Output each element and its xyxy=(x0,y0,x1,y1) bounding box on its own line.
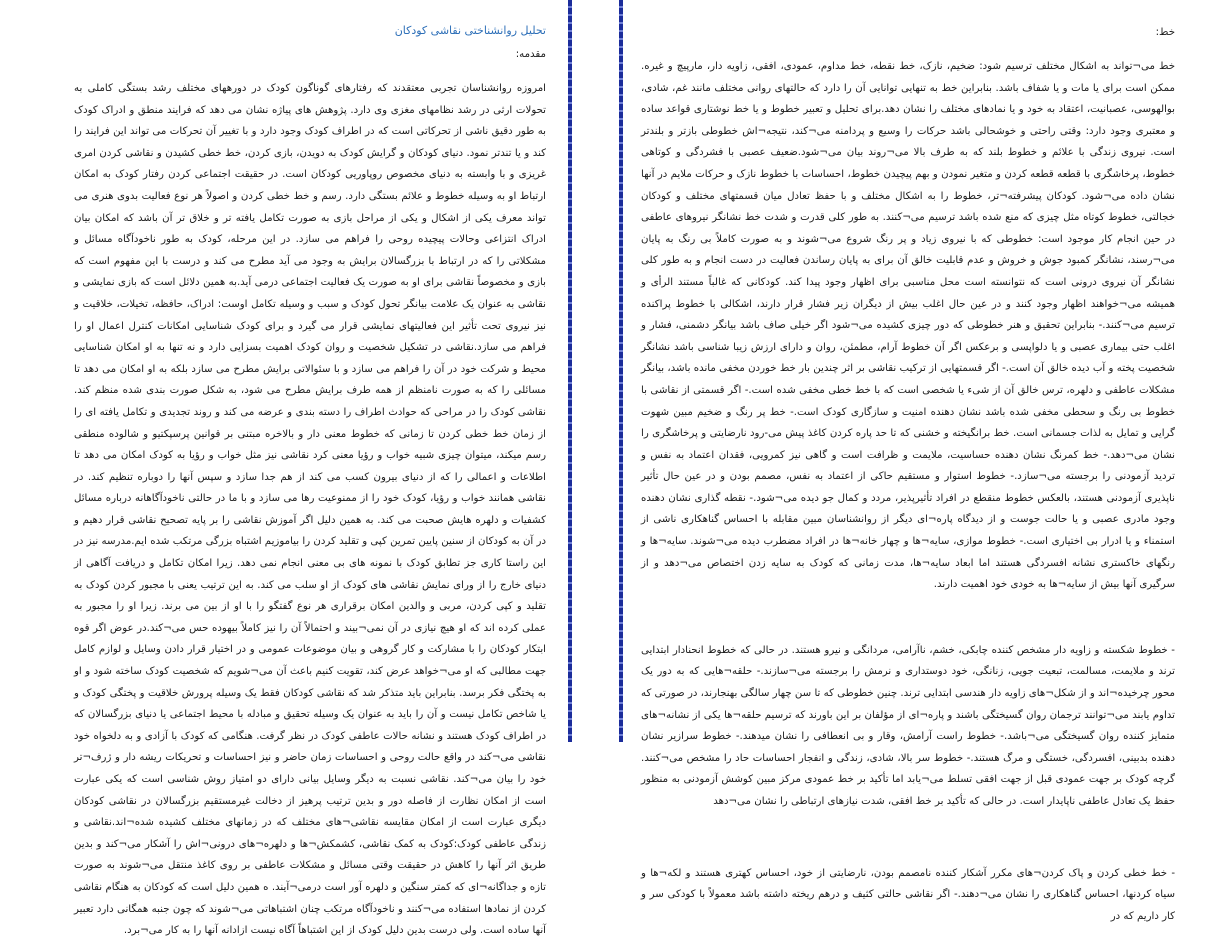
document-title: تحلیل روانشناختی نقاشی کودکان xyxy=(394,24,546,37)
paragraph: امروزه روانشناسان تجربی معتقدند که رفتارهای گوناگون کودک در دورههای مختلف رشد بستگی کاملی به تحولات ارثی در رشد نظامهای مغزی وی دارد. پژوهش های پیاژه نشان می دهد که فرایند منطق و ادراک کودک به طور دقیق ناشی از تحرکاتی است که در اطراف کودک وجود دارد و با تغییر آن تحرکات می تواند این فرایند را کند و یا تندتر نمود. دنیای کودکان و گرایش کودک به دویدن، بازی کردن، خط خطی کشیدن و نقاشی کردن امری غریزی و با وابسته به دنیای مخصوص روپاوریی کودکان است. در حقیقت اجتماعی کردن رفتار کودک به امکان ارتباط او به وسیله خطوط و علائم بستگی دارد. رسم و خط خطی کردن و اصولاً هر نوع فعالیت بدوی هنری می تواند معرف یکی از اشکال و یکی از مراحل بازی به صورت تکامل یافته تر و خلاق تر آن باشد که امکان بیان ادراک انتزاعی وحالات پیچیده روحی را فراهم می سازد. در این مرحله، کودک به طور ناخودآگاه مسائل و مشکلاتی را که در ارتباط با بزرگسالان برایش به وجود می آید مطرح می کند و درست با این مفهوم است که بازی و مخصوصاً نقاشی برای او به صورت یک فعالیت اجتماعی درمی آید.به همین دلائل است که بازی نمایشی و نقاشی به عنوان یک علامت بیانگر تحول کودک و سبب و وسیله تکامل اوست: ادراک، حافظه، تخیلات، خلاقیت و نیز نیروی تحت تأثیر این فعالیتهای نمایشی قرار می گیرد و برای کودک شناسایی امکانات کنترل اعمال او را فراهم می سازد.نقاشی در تشکیل شخصیت و روان کودک اهمیت بسزایی دارد و نه تنها به او امکان شناسایی محیط و شرکت خود در آن را فراهم می سازد و با سئوالاتی برایش مطرح می سازد بلکه به او امکان می دهد تا مسائلی را که به صورت نامنظم از همه طرف برایش مطرح می شود، به شکل صورت بندی شده منظم کند. نقاشی کودک را در مراحی که حوادث اطراف را دسته بندی و عرضه می کند و روند تجدیدی و تکامل یافته ای را از زمان خط خطی کردن تا زمانی که خطوط معنی دار و بالاخره مبتنی بر قوانین پرسپکتیو و شالوده منطقی رسم میکند، میتوان چیزی شبیه خواب و رؤیا معنی کرد نقاشی نیز مثل خواب و رؤیا به کودک امکان می دهد تا اطلاعات و اعمالی را که از دنیای بیرون کسب می کند از هم جدا سازد و سپس آنها را دوباره تنظیم کند. در نقاشی همانند خواب و رؤیا، کودک خود را از ممنوعیت رها می سازد و با ما در حالتی ناخودآگاهانه درباره مسائل کشفیات و دلهره هایش صحبت می کند. به همین دلیل اگر آموزش نقاشی را بر پایه تصحیح نقاشی قرار دهیم و در آن به کودکان از سنین پایین تمرین کپی و تقلید کردن را بیاموزیم اشتباه بزرگی مرتکب شده ایم.مدرسه نیز در این راستا کاری جز تطابق کودک با نمونه های بی معنی انجام نمی دهد. زیرا امکان تکامل و دریافت آگاهی از دنیای خارج را از ورای نمایش نقاشی های کودک از او سلب می کند. به این ترتیب یعنی با مجبور کردن کودک به تقلید و کپی کردن، مربی و والدین امکان برقراری هر نوع گفتگو را با او از بین می برند. زیرا او را مجبور به عملی کرده اند که او هیچ نیازی در آن نمی¬بیند و احتمالاً آن را نیز کاملاً بیهوده حس می¬کند.در عوض اگر قوه ابتکار کودکان را با مشارکت و کار گروهی و بیان موضوعات عمومی و در اختیار قرار دادن وسایل و لوازم کامل جهت مطالبی که او می¬خواهد عرض کند، تقویت کنیم باعث آن می¬شویم که شخصیت کودک ساخته شود و او به پختگی فکر برسد. بنابراین باید متذکر شد که نقاشی کودکان فقط یک وسیله پرورش خلاقیت و پختگی کودک و یا شاخص تکامل نیست و آن را باید به عنوان یک وسیله تحقیق و مبادله با محیط اجتماعی یا دنیای بزرگسالان که در اطراف کودک هستند و نشانه حالات عاطفی کودک در نظر گرفت. هنگامی که کودک با آزادی و به دلخواه خود نقاشی می¬کند در واقع حالت روحی و احساسات زمان حاضر و نیز احساسات و تحریکات ریشه دار و ژرف¬تر خود را بیان می¬کند. نقاشی نسبت به دیگر وسایل بیانی دارای دو امتیاز روش شناسی است که یکی عبارت است از امکان نظارت از فاصله دور و بدین ترتیب پرهیز از دخالت غیرمستقیم بزرگسالان در نقاشی کودکان دیگری عبارت است از امکان مقایسه نقاشی¬های مختلف که در زمانهای مختلف کشیده شده¬اند.نقاشی و زندگی عاطفی کودک:کودک به کمک نقاشی، کشمکش¬ها و دلهره¬های درونی¬اش را آشکار می¬کند و بدین طریق اثر آنها را کاهش در حقیقت وقتی مسائل و مشکلات عاطفی بر روی کاغذ منتقل می¬شوند به صورت تازه و جداگانه¬ای که کمتر سنگین و دلهره آور است درمی¬آیند. ه همین دلیل است که کودکان به هنگام نقاشی کردن از نمادها استفاده می¬کنند و ناخودآگاه مرتکب چنان اشتباهاتی می¬شوند که چون جنبه همگانی دارد تعبیر آنها ساده است. ولی درست بدین دلیل کودک از این اشتباهاً آگاه نیست ازادانه آنها را به کار می¬برد. xyxy=(74,83,546,937)
paragraph: خط می¬تواند به اشکال مختلف ترسیم شود: ضخیم، نازک، خط نقطه، خط مداوم، عمودی، افقی، زاویه دار، مارپیچ و غیره. ممکن است برای یا مات و یا شفاف باشد. بنابراین خط به تنهایی توانایی آن را دارد که حالتهای روانی مختلف مانند غم، شادی، بوالهوسی، عصبانیت، اعتقاد به خود و یا نمادهای مختلف را نشان دهد.برای تحلیل و تعبیر خطوط و یا خط نوشتاری قواعد ساده و معتبری وجود دارد: وقتی راحتی و خوشحالی باشد حرکات را وسیع و پردامنه می¬کند، نتیجه¬اش خطوطی بازتر و بلندتر است. نیروی زندگی با علائم و خطوط بلند که به طرف بالا می¬روند بیان می¬شود.ضعیف عصبی با فشردگی و کوتاهی خطوط، پرخاشگری با قطعه قطعه کردن و متغیر نمودن و بهم پیچیدن خطوط، احساسات با خطوط نازک و حرکات ملایم در آنها نشان داده می¬شود. کودکان پیشرفته¬تر، خطوط را به اشکال مختلف و با حفظ تعادل میان قسمتهای مختلف و کودکان خجالتی، خطوط کوتاه مثل چیزی که منع شده باشد ترسیم می¬کنند. به طور کلی قدرت و شدت خط نشانگر نیروهای عاطفی در حین انجام کار موجود است: خطوطی که با نیروی زیاد و پر رنگ شروع می¬شوند و به صورت کاملاً بی رنگ به پایان می¬رسند، نشانگر کمبود جوش و خروش و عدم قابلیت خالق آن برای به پایان رساندن فعالیت در دست انجام و به طور کلی نشانگر آن نیروی درونی است که نتوانسته است محل مناسبی برای اظهار وجود پیدا کند. کودکانی که غالباً مستند الرأی و همیشه می¬خواهند اظهار وجود کنند و در عین حال اغلب بیش از دیگران زیر فشار قرار دارند، اشکالی با خطوط پراکنده ترسیم می¬کنند.- بنابراین تحقیق و هنر خطوطی که دور چیزی کشیده می¬شود اگر خیلی صاف باشد بیانگر دشمنی، فشار و اغلب حتی بیماری عصبی و یا دلواپسی و برعکس اگر آن خطوط آرام، مطمئن، روان و دارای ارزش زیبا شناسی باشد نشانگر شخصیت پخته و آب دیده خالق آن است.- اگر قسمتهایی از ترکیب نقاشی بر اثر چندین بار خط خوردن مخفی مانده باشد، بیانگر مشکلات عاطفی و دلهره، ترس خالق آن از شیء یا شخصی است که با خط خطی مخفی شده است.- اگر قسمتی از نقاشی با خطوط بی رنگ و سحطی مخفی شده باشد نشان دهنده امنیت و سازگاری کودک است.- خط پر رنگ و ضخیم مبین شهوت گرایی و تمایل به لذات جسمانی است. خط برانگیخته و خشنی که تا حد پاره کردن کاغذ پیش می-رود نارضایتی و پرخاشگری را نشان می¬دهد.- خط کمرنگ نشان دهنده حساسیت، ملایمت و ظرافت است و گاهی نیز کمرویی، فقدان اعتماد به نفس و تردید آزمودنی را برجسته می¬سازد.- خطوط استوار و مستقیم حاکی از اعتماد به نفس، مصمم بودن و در عین حال تأثیر ناپذیری آزمودنی هستند، بالعکس خطوط منقطع در افراد تأثیرپذیر، مردد و کمال جو دیده می¬شود.- نقطه گذاری نشان دهنده وجود مادری عصبی و یا حالت جوست و از دیدگاه پاره¬ای دیگر از روانشناسان مبین مقابله با احساس گناهکاری ناشی از استمناء و یا ادرار بی اختیاری است.- خطوط موازی، سایه¬ها و چهار خانه¬ها در افراد مضطرب دیده می¬شوند. سایه¬ها و رنگهای خاکستری نشانه افسردگی هستند اما ابعاد سایه¬ها، مدت زمانی که کودک به سایه زدن اختصاص می¬دهد و از سرگیری آنها بیش از سایه¬ها به خودی خود اهمیت دارند. xyxy=(641,61,1175,591)
page-border-left xyxy=(619,0,623,742)
document-page-left xyxy=(0,0,586,937)
paragraph: - خط خطی کردن و پاک کردن¬های مکرر آشکار کننده نامصمم بودن، نارضایتی از خود، احساس کهتری هستند و لکه¬ها و سیاه کردنها، احساس گناهکاری را نشان می¬دهند.- اگر نقاشی حالتی کثیف و درهم ریخته داشته باشد معمولاً با کودکی سر و کار داریم که در xyxy=(641,867,1175,922)
paragraph: - خطوط شکسته و زاویه دار مشخص کننده چابکی، خشم، ناآرامی، مردانگی و نیرو هستند. در حالی که خطوط انحنادار ابتدایی ترند و ملایمت، مسالمت، تبعیت جویی، زنانگی، خود دوستداری و نرمش را برجسته می¬سازند.- حلقه¬هایی که به دور یک محور چرخیده¬اند و از شکل¬های زاویه دار هندسی ابتدایی ترند. چنین خطوطی که تا سن چهار سالگی بهنجارند، در صورتی که تداوم یابند می¬توانند ترجمان روان گسیختگی باشند و پاره¬ای از مؤلفان بر این باورند که ترسیم حلقه¬ها یکی از نشانه¬های متمایز کننده روان گسیختگی می¬باشد.- خطوط راست آرامش، وقار و بی انعطافی را نشان میدهند.- خطوط سرازیر نشان دهنده بدبینی، افسردگی، خستگی و مرگ هستند.- خطوط سر بالا، شادی، زندگی و انفجار احساسات حاد را مشخص می¬کنند. گرچه کودک بر جهت عمودی قبل از جهت افقی تسلط می¬یابد اما تأکید بر خط عمودی مرکز مبین کوشش آزمودنی به منظور حفظ یک تعادل عاطفی ناپایدار است. در حالی که تأکید بر خط افقی، شدت نیازهای ارتباطی را نشان می¬دهد xyxy=(641,644,1175,807)
document-page-right xyxy=(611,0,1205,922)
section-heading-intro: مقدمه: xyxy=(515,49,546,60)
page-left-content xyxy=(74,0,546,937)
page-gutter xyxy=(586,0,611,742)
page-right-content xyxy=(641,0,1175,922)
page-border-right xyxy=(568,0,572,742)
section-heading-line: خط: xyxy=(1155,27,1175,38)
